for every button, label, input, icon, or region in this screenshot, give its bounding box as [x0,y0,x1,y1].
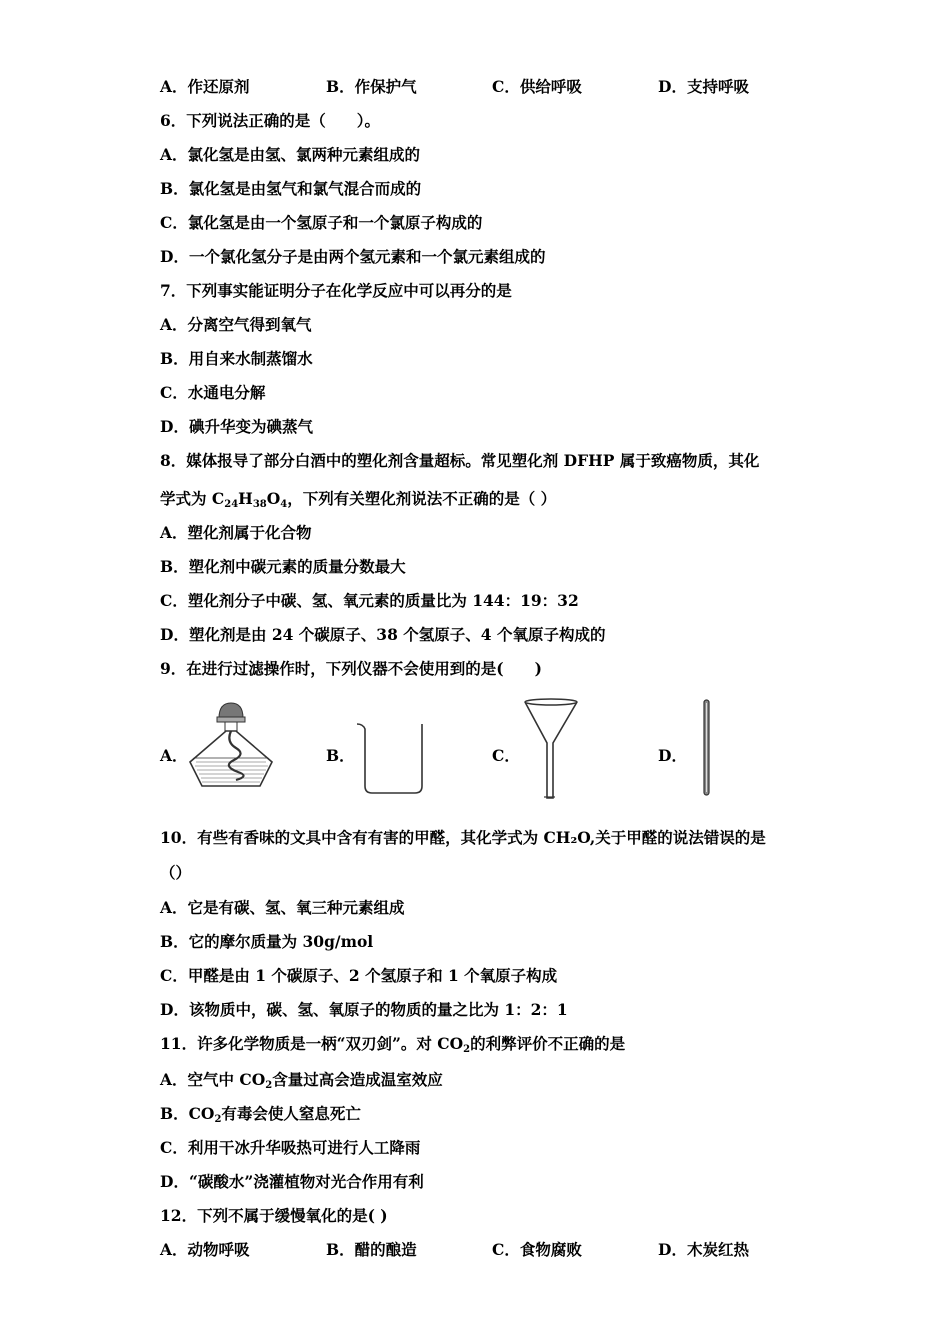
beaker-icon [355,722,427,796]
q8-option-a: A．塑化剂属于化合物 [160,523,312,542]
q5-option-b: B．作保护气 [326,77,417,96]
q11-option-a: A．空气中 $CO_2$含量过高会造成温室效应 [160,1070,443,1091]
q10-stem-line2: （） [160,863,192,882]
q7-option-c: C．水通电分解 [160,383,266,402]
alcohol-lamp-icon [186,700,281,792]
q9-stem: 9．在进行过滤操作时，下列仪器不会使用到的是( ) [160,659,542,678]
q11-option-c: C．利用干冰升华吸热可进行人工降雨 [160,1138,421,1157]
q7-option-a: A．分离空气得到氧气 [160,315,312,334]
q10-option-b: B．它的摩尔质量为 30g/mol [160,932,374,951]
q11-option-d: D．“碳酸水”浇灌植物对光合作用有利 [160,1172,424,1191]
q8-option-c: C．塑化剂分子中碳、氢、氧元素的质量比为 144：19：32 [160,591,579,610]
q12-stem: 12．下列不属于缓慢氧化的是( ) [160,1206,388,1225]
q12-option-a: A．动物呼吸 [160,1240,250,1259]
q10-option-a: A．它是有碳、氢、氧三种元素组成 [160,898,405,917]
q5-option-a: A．作还原剂 [160,77,250,96]
q6-option-b: B．氯化氢是由氢气和氯气混合而成的 [160,179,422,198]
q10-stem-line1: 10．有些有香味的文具中含有有害的甲醛，其化学式为 CH₂O,关于甲醛的说法错误的是 [160,828,766,847]
q8-option-d: D．塑化剂是由 24 个碳原子、38 个氢原子、4 个氧原子构成的 [160,625,606,644]
q8-option-b: B．塑化剂中碳元素的质量分数最大 [160,557,406,576]
q7-option-b: B．用自来水制蒸馏水 [160,349,313,368]
q5-option-d: D．支持呼吸 [658,77,749,96]
q6-option-a: A．氯化氢是由氢、氯两种元素组成的 [160,145,421,164]
q9-letter-c: C． [492,746,520,765]
funnel-icon [522,697,582,800]
q7-option-d: D．碘升华变为碘蒸气 [160,417,313,436]
q12-option-b: B．醋的酿造 [326,1240,417,1259]
q9-letter-d: D． [658,746,687,765]
q12-option-c: C．食物腐败 [492,1240,582,1259]
q11-stem: 11．许多化学物质是一柄“双刃剑”。对 $CO_2$的利弊评价不正确的是 [160,1034,626,1055]
glass-rod-icon [700,698,714,798]
q6-option-c: C．氯化氢是由一个氢原子和一个氯原子构成的 [160,213,483,232]
q5-option-c: C．供给呼吸 [492,77,582,96]
q9-letter-b: B． [326,746,355,765]
q7-stem: 7．下列事实能证明分子在化学反应中可以再分的是 [160,281,512,300]
q10-option-c: C．甲醛是由 1 个碳原子、2 个氢原子和 1 个氧原子构成 [160,966,558,985]
q6-stem: 6．下列说法正确的是（ ）。 [160,111,381,130]
q11-option-b: B．$CO_2$有毒会使人窒息死亡 [160,1104,361,1125]
q6-option-d: D．一个氯化氢分子是由两个氢元素和一个氯元素组成的 [160,247,546,266]
q8-stem-line1: 8．媒体报导了部分白酒中的塑化剂含量超标。常见塑化剂 DFHP 属于致癌物质，其化 [160,451,760,470]
q9-letter-a: A． [160,746,188,765]
q8-stem-line2: 学式为 $C_{24}H_{38}O_4$，下列有关塑化剂说法不正确的是（ ） [160,489,557,510]
q10-option-d: D．该物质中，碳、氢、氧原子的物质的量之比为 1：2：1 [160,1000,568,1019]
q12-option-d: D．木炭红热 [658,1240,749,1259]
